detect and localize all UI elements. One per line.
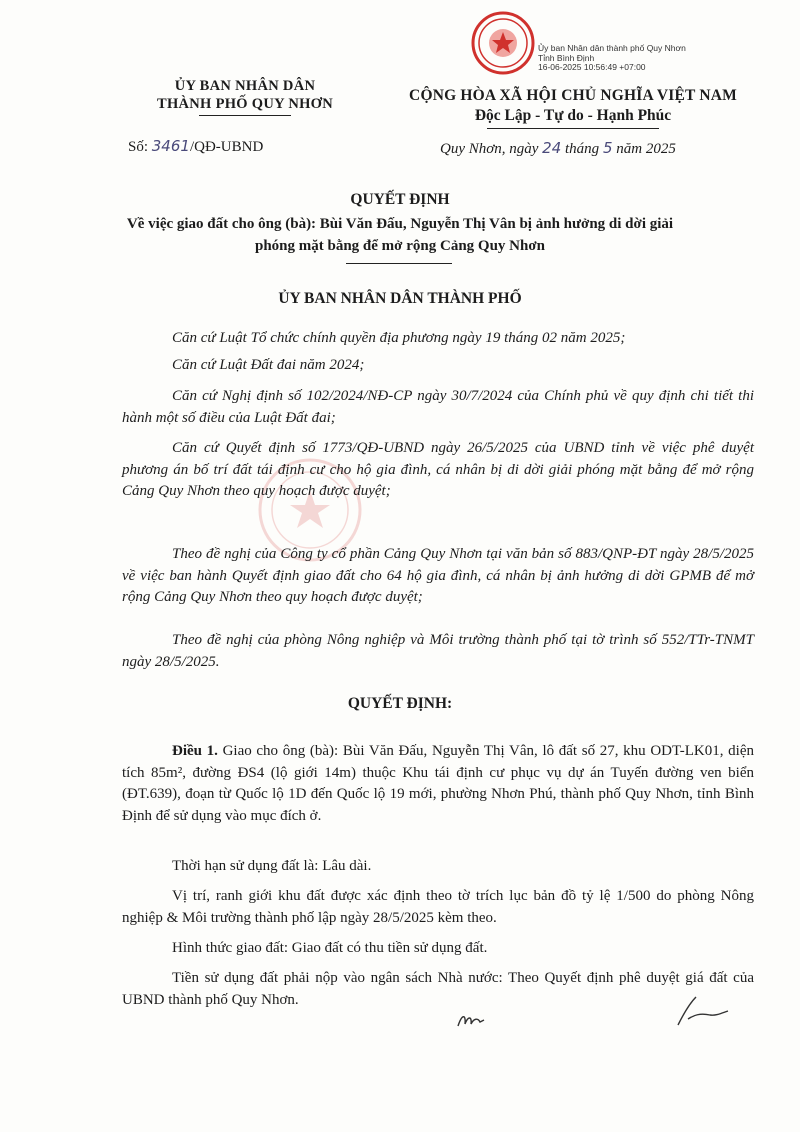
clause-location: Vị trí, ranh giới khu đất được xác định theo tờ trích lục bản đồ tỷ lệ 1/500 do phòng Nông nghiệp & Môi trường thành phố lập ngày 28/5/2025 kèm theo. <box>122 888 754 926</box>
clause-allocation-form: Hình thức giao đất: Giao đất có thu tiền sử dụng đất. <box>172 940 488 956</box>
legal-basis-5: Theo đề nghị của Công ty cổ phần Cảng Quy Nhơn tại văn bản số 883/QNP-ĐT ngày 28/5/2025 về việc ban hành Quyết định giao đất cho 64 hộ gia đình, cá nhân bị ảnh hưởng di dời GPMB để mở rộng Cảng Quy Nhơn theo quy hoạch được duyệt; <box>122 546 754 605</box>
national-header <box>386 86 760 129</box>
clause-term: Thời hạn sử dụng đất là: Lâu dài. <box>172 858 372 874</box>
article-1-label: Điều 1. <box>172 743 218 759</box>
doc-number-prefix: Số: <box>128 139 152 155</box>
signature-line-1: Ủy ban Nhân dân thành phố Quy Nhơn <box>538 43 686 53</box>
date-day-handwritten: 24 <box>542 139 562 157</box>
motto-underline <box>487 128 659 129</box>
date-month-handwritten: 5 <box>602 139 613 157</box>
document-subject: Về việc giao đất cho ông (bà): Bùi Văn Đấu, Nguyễn Thị Vân bị ảnh hưởng di dời giải phóng mặt bằng để mở rộng Cảng Quy Nhơn <box>126 216 674 254</box>
clause-land-fee: Tiền sử dụng đất phải nộp vào ngân sách Nhà nước: Theo Quyết định phê duyệt giá đất của UBND thành phố Quy Nhơn. <box>122 970 754 1008</box>
council-heading: ỦY BAN NHÂN DÂN THÀNH PHỐ <box>278 290 522 307</box>
date-suffix: năm 2025 <box>612 141 676 157</box>
decision-heading: QUYẾT ĐỊNH: <box>347 695 453 712</box>
national-title: CỘNG HÒA XÃ HỘI CHỦ NGHĨA VIỆT NAM <box>409 87 737 104</box>
article-1-text: Giao cho ông (bà): Bùi Văn Đấu, Nguyễn Thị Vân, lô đất số 27, khu ODT-LK01, diện tích 85m², đường ĐS4 (lộ giới 14m) thuộc Khu tái định cư phục vụ dự án Tuyến đường ven biển (ĐT.639), đoạn từ Quốc lộ 1D đến Quốc lộ 19 mới, phường Nhơn Phú, thành phố Quy Nhơn, tỉnh Bình Định để sử dụng vào mục đích ở. <box>122 743 754 824</box>
place-date <box>440 139 676 158</box>
signature-mark <box>670 993 730 1031</box>
subject-underline <box>346 263 452 264</box>
legal-basis-2: Căn cứ Luật Đất đai năm 2024; <box>172 357 365 373</box>
legal-basis-6: Theo đề nghị của phòng Nông nghiệp và Môi trường thành phố tại tờ trình số 552/TTr-TNMT ngày 28/5/2025. <box>122 632 754 670</box>
issuer-line-1: ỦY BAN NHÂN DÂN <box>174 78 316 94</box>
legal-basis-1: Căn cứ Luật Tổ chức chính quyền địa phương ngày 19 tháng 02 năm 2025; <box>172 330 626 346</box>
initials-mark <box>456 1006 486 1032</box>
issuer-line-2: THÀNH PHỐ QUY NHƠN <box>156 96 334 112</box>
national-motto: Độc Lập - Tự do - Hạnh Phúc <box>474 107 672 124</box>
legal-basis-4: Căn cứ Quyết định số 1773/QĐ-UBND ngày 26/5/2025 của UBND tỉnh về việc phê duyệt phương án bố trí đất tái định cư cho hộ gia đình, cá nhân bị di dời giải phóng mặt bằng để mở rộng Cảng Quy Nhơn theo quy hoạch được duyệt; <box>122 440 754 499</box>
article-1 <box>122 741 754 827</box>
document-title: QUYẾT ĐỊNH <box>350 191 450 208</box>
digital-signature-info <box>538 44 686 73</box>
issuer-header <box>95 77 395 116</box>
signature-line-2: Tỉnh Bình Định <box>538 52 595 63</box>
seal-emblem-icon <box>470 10 536 76</box>
doc-number-handwritten: 3461 <box>151 137 190 155</box>
document-number <box>128 137 263 156</box>
signature-line-3: 16-06-2025 10:56:49 +07:00 <box>538 62 646 72</box>
legal-basis-3: Căn cứ Nghị định số 102/2024/NĐ-CP ngày 30/7/2024 của Chính phủ về quy định chi tiết thi hành một số điều của Luật Đất đai; <box>122 388 754 426</box>
doc-number-suffix: /QĐ-UBND <box>189 139 264 155</box>
issuer-underline <box>199 115 291 116</box>
date-prefix: Quy Nhơn, ngày <box>440 141 543 157</box>
date-mid: tháng <box>561 141 603 157</box>
